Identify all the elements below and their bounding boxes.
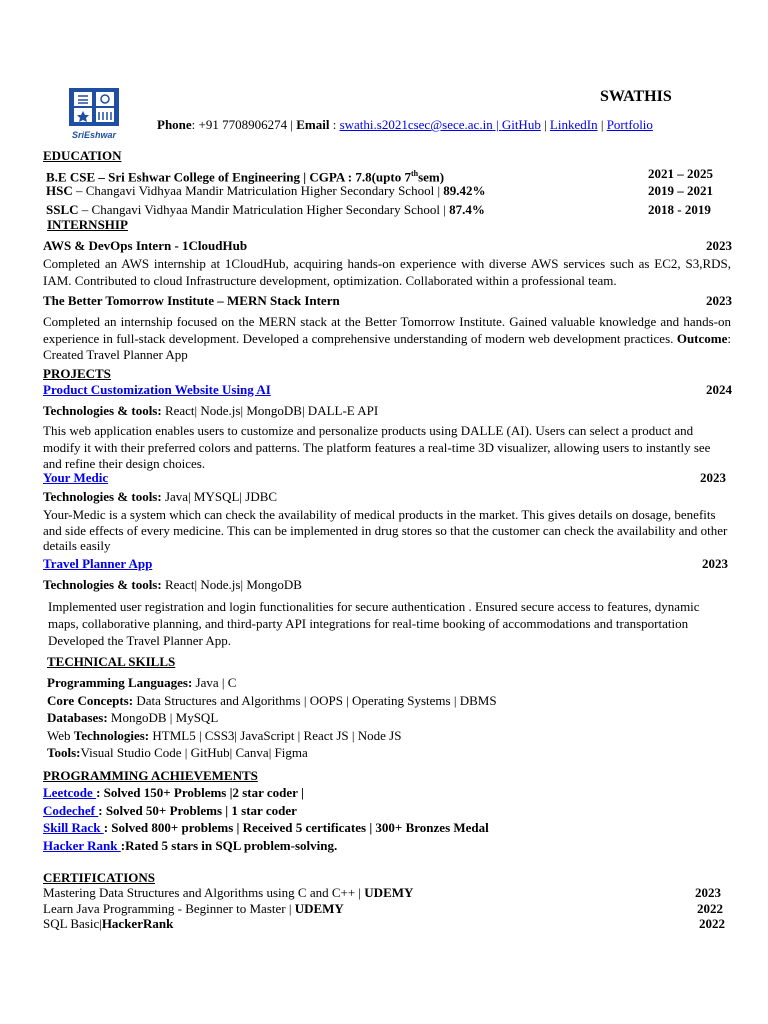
project-tech-1 <box>43 403 378 419</box>
skill-row-tools <box>47 745 308 761</box>
achievement-row-skillrack <box>43 820 489 836</box>
linkedin-link[interactable]: LinkedIn <box>549 117 598 132</box>
skill-value-tools: Visual Studio Code | GitHub| Canva| Figma <box>80 745 308 760</box>
email-link[interactable]: swathi.s2021csec@sece.ac.in <box>339 117 493 132</box>
tech-value-3: React| Node.js| MongoDB <box>161 577 302 592</box>
skill-row-core <box>47 693 497 709</box>
internship-heading: INTERNSHIP <box>47 217 128 232</box>
skill-value-core: Data Structures and Algorithms | OOPS | Operating Systems | DBMS <box>133 693 497 708</box>
cert-course-dsa: Mastering Data Structures and Algorithms using C and C++ | <box>43 885 365 900</box>
skill-row-web <box>47 728 401 744</box>
education-row-hsc <box>46 183 486 199</box>
certifications-heading: CERTIFICATIONS <box>43 870 155 885</box>
tech-value-1: React| Node.js| MongoDB| DALL-E API <box>161 403 379 418</box>
mern-outcome: : Created Travel Planner App <box>43 330 731 362</box>
project-year-1: 2024 <box>706 382 732 397</box>
skillrack-text: : Solved 800+ problems | Received 5 certificates | 300+ Bronzes Medal <box>103 820 489 835</box>
internship-year-mern: 2023 <box>706 293 732 308</box>
project-tech-2 <box>43 489 277 505</box>
project-tech-3 <box>43 577 302 593</box>
cert-year-sql: 2022 <box>699 916 725 931</box>
skill-value-databases: MongoDB | MySQL <box>107 710 219 725</box>
sep-1: | <box>492 117 502 132</box>
skill-label-core: Core Concepts: <box>47 693 134 708</box>
education-heading: EDUCATION <box>43 148 122 163</box>
education-years-sslc: 2018 - 2019 <box>648 202 711 217</box>
education-row-sslc <box>46 202 485 218</box>
portfolio-link[interactable]: Portfolio <box>606 117 653 132</box>
project-desc-2: Your-Medic is a system which can check the availability of medical products in the market. This gives details on dosage, benefits and side effects of every medicine. This can be implemented in drug stores so that the customer can check the availability and other details easily <box>43 507 728 553</box>
hackerrank-text: :Rated 5 stars in SQL problem-solving. <box>120 838 338 853</box>
project-desc-3: Implemented user registration and login functionalities for secure authentication . Ensured secure access to features, dynamic maps, collaborative planning, and third-party API integrations for real-time booking of accommodations and transportation Developed the Travel Planner App. <box>48 599 700 648</box>
email-label: Email <box>296 117 330 132</box>
skill-label-web: Technologies: <box>73 728 150 743</box>
logo-text: SriEshwar <box>71 130 117 140</box>
education-years-hsc: 2019 – 2021 <box>648 183 713 198</box>
cert-row-dsa <box>43 885 413 901</box>
hackerrank-link[interactable]: Hacker Rank <box>43 838 121 853</box>
be-degree-sup: th <box>410 169 419 178</box>
hsc-school: – Changavi Vidhyaa Mandir Matriculation Higher Secondary School | <box>72 183 444 198</box>
candidate-name: SWATHIS <box>600 88 672 105</box>
skill-row-databases <box>47 710 218 726</box>
phone-value: : +91 7708906274 | <box>191 117 297 132</box>
sep-3: | <box>597 117 607 132</box>
hsc-label: HSC <box>46 183 73 198</box>
github-link[interactable]: GitHub <box>501 117 541 132</box>
cert-row-java <box>43 901 344 917</box>
cert-provider-dsa: UDEMY <box>364 885 414 900</box>
achievement-row-codechef <box>43 803 297 819</box>
skill-label-languages: Programming Languages: <box>47 675 193 690</box>
hsc-score: 89.42% <box>443 183 486 198</box>
education-years-be: 2021 – 2025 <box>648 166 713 181</box>
internship-role-mern: The Better Tomorrow Institute – MERN Stack Intern <box>43 293 340 308</box>
internship-desc-mern <box>43 314 731 364</box>
cert-course-sql: SQL Basic| <box>43 916 102 931</box>
cert-provider-java: UDEMY <box>294 901 344 916</box>
project-link-travel-planner[interactable]: Travel Planner App <box>43 556 153 571</box>
codechef-text: : Solved 50+ Problems | 1 star coder <box>98 803 297 818</box>
achievement-row-hackerrank <box>43 838 337 854</box>
codechef-link[interactable]: Codechef <box>43 803 99 818</box>
sslc-school: – Changavi Vidhyaa Mandir Matriculation Higher Secondary School | <box>78 202 450 217</box>
phone-label: Phone <box>157 117 192 132</box>
mern-outcome-label: Outcome <box>676 330 728 346</box>
tech-label-3: Technologies & tools: <box>43 577 162 592</box>
be-degree-end: sem) <box>418 169 445 185</box>
skill-row-languages <box>47 675 236 691</box>
contact-line <box>157 117 653 133</box>
projects-heading: PROJECTS <box>43 366 111 381</box>
internship-desc-aws: Completed an AWS internship at 1CloudHub, acquiring hands-on experience with diverse AWS services such as EC2, S3,RDS, IAM. Contributed to cloud Infrastructure development, optimization. Collaborated within a professional team. <box>43 256 731 288</box>
skill-pre-web: Web <box>47 728 74 743</box>
internship-role-aws: AWS & DevOps Intern - 1CloudHub <box>43 238 248 253</box>
skill-value-web: HTML5 | CSS3| JavaScript | React JS | Node JS <box>149 728 402 743</box>
skills-heading: TECHNICAL SKILLS <box>47 654 176 669</box>
skillrack-link[interactable]: Skill Rack <box>43 820 104 835</box>
cert-course-java: Learn Java Programming - Beginner to Master | <box>43 901 295 916</box>
skill-label-tools: Tools: <box>47 745 81 760</box>
sslc-score: 87.4% <box>449 202 485 217</box>
tech-label-2: Technologies & tools: <box>43 489 162 504</box>
cert-provider-sql: HackerRank <box>101 916 174 931</box>
cert-year-java: 2022 <box>697 901 723 916</box>
mern-desc-text: Completed an internship focused on the MERN stack at the Better Tomorrow Institute. Gained valuable knowledge and hands-on experience in full-stack development. Developed a comprehensive understanding of modern web development practices. <box>43 314 731 346</box>
email-sep: : <box>329 117 340 132</box>
tech-value-2: Java| MYSQL| JDBC <box>161 489 278 504</box>
skill-label-databases: Databases: <box>47 710 108 725</box>
leetcode-text: : Solved 150+ Problems |2 star coder | <box>96 785 304 800</box>
skill-value-languages: Java | C <box>192 675 237 690</box>
college-logo <box>66 86 122 142</box>
project-year-2: 2023 <box>700 470 726 485</box>
project-link-product-customization[interactable]: Product Customization Website Using AI <box>43 382 271 397</box>
cert-year-dsa: 2023 <box>695 885 721 900</box>
project-year-3: 2023 <box>702 556 728 571</box>
sslc-label: SSLC <box>46 202 79 217</box>
leetcode-link[interactable]: Leetcode <box>43 785 97 800</box>
project-desc-1: This web application enables users to customize and personalize products using DALLE (AI). Users can select a product and modify it with their preferred colors and patterns. The platform features a real-time 3D visualizer, allowing users to instantly see and refine their design choices. <box>43 423 711 471</box>
project-link-your-medic[interactable]: Your Medic <box>43 470 109 485</box>
tech-label-1: Technologies & tools: <box>43 403 162 418</box>
internship-year-aws: 2023 <box>706 238 732 253</box>
achievement-row-leetcode <box>43 785 304 801</box>
cert-row-sql <box>43 916 173 932</box>
achievements-heading: PROGRAMMING ACHIEVEMENTS <box>43 768 258 783</box>
be-degree: B.E CSE – Sri Eshwar College of Engineering | CGPA : 7.8(upto 7 <box>46 169 411 185</box>
sep-2: | <box>540 117 550 132</box>
